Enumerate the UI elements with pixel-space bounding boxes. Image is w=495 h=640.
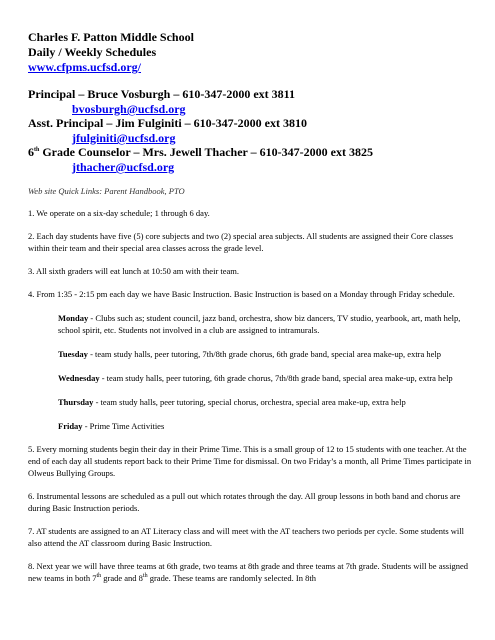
schedule-tuesday: Tuesday - team study halls, peer tutoring, 7th/8th grade chorus, 6th grade band, special area make-up, extra help	[58, 349, 442, 359]
counselor-contact: 6th Grade Counselor – Mrs. Jewell Thacher – 610-347-2000 ext 3825	[28, 145, 373, 159]
paragraph-7: 7. AT students are assigned to an AT Literacy class and will meet with the AT teachers two periods per cycle. Some students will also attend the AT classroom during Basic Instruction.	[28, 526, 465, 548]
paragraph-1: 1. We operate on a six-day schedule; 1 through 6 day.	[28, 208, 210, 218]
document-page	[28, 30, 476, 584]
schedule-thursday: Thursday - team study halls, peer tutoring, special chorus, orchestra, special area make-up, extra help	[58, 397, 406, 407]
paragraph-6: 6. Instrumental lessons are scheduled as a pull out which rotates through the day. All group lessons in both band and chorus are during Basic Instruction periods.	[28, 491, 461, 513]
schedule-wednesday: Wednesday - team study halls, peer tutoring, 6th grade chorus, 7th/8th grade band, special area make-up, extra help	[58, 373, 453, 383]
schedule-monday: Monday - Clubs such as; student council, jazz band, orchestra, show biz dancers, TV studio, yearbook, art, math help, school spirit, etc. Students not involved in a club are assigned to intramurals.	[58, 313, 461, 335]
paragraph-8: 8. Next year we will have three teams at 6th grade, two teams at 8th grade and three teams at 7th grade. Students will be assigned new teams in both 7th grade and 8th grade. These teams are randomly selected. In 8th	[28, 561, 468, 583]
principal-email-link[interactable]: bvosburgh@ucfsd.org	[72, 102, 186, 116]
website-link[interactable]: www.cfpms.ucfsd.org/	[28, 60, 141, 74]
schedule-subtitle: Daily / Weekly Schedules	[28, 45, 157, 59]
paragraph-3: 3. All sixth graders will eat lunch at 10:50 am with their team.	[28, 266, 240, 276]
school-name: Charles F. Patton Middle School	[28, 30, 194, 44]
schedule-friday: Friday - Prime Time Activities	[58, 421, 165, 431]
quick-links: Web site Quick Links: Parent Handbook, PTO	[28, 186, 185, 196]
paragraph-5: 5. Every morning students begin their day in their Prime Time. This is a small group of 12 to 15 students with one teacher. At the end of each day all students report back to their Prime Time for dismissal. On two Friday’s a month, all Prime Times participate in Olweus Bullying Groups.	[28, 444, 472, 478]
counselor-email-link[interactable]: jthacher@ucfsd.org	[72, 160, 175, 174]
paragraph-4: 4. From 1:35 - 2:15 pm each day we have Basic Instruction. Basic Instruction is based on a Monday through Friday schedule.	[28, 289, 455, 299]
principal-contact: Principal – Bruce Vosburgh – 610-347-2000 ext 3811	[28, 87, 296, 101]
asst-principal-contact: Asst. Principal – Jim Fulginiti – 610-347-2000 ext 3810	[28, 116, 307, 130]
paragraph-2: 2. Each day students have five (5) core subjects and two (2) special area subjects. All students are assigned their Core classes within their team and their special area classes across the grade level.	[28, 231, 454, 253]
asst-principal-email-link[interactable]: jfulginiti@ucfsd.org	[72, 131, 176, 145]
